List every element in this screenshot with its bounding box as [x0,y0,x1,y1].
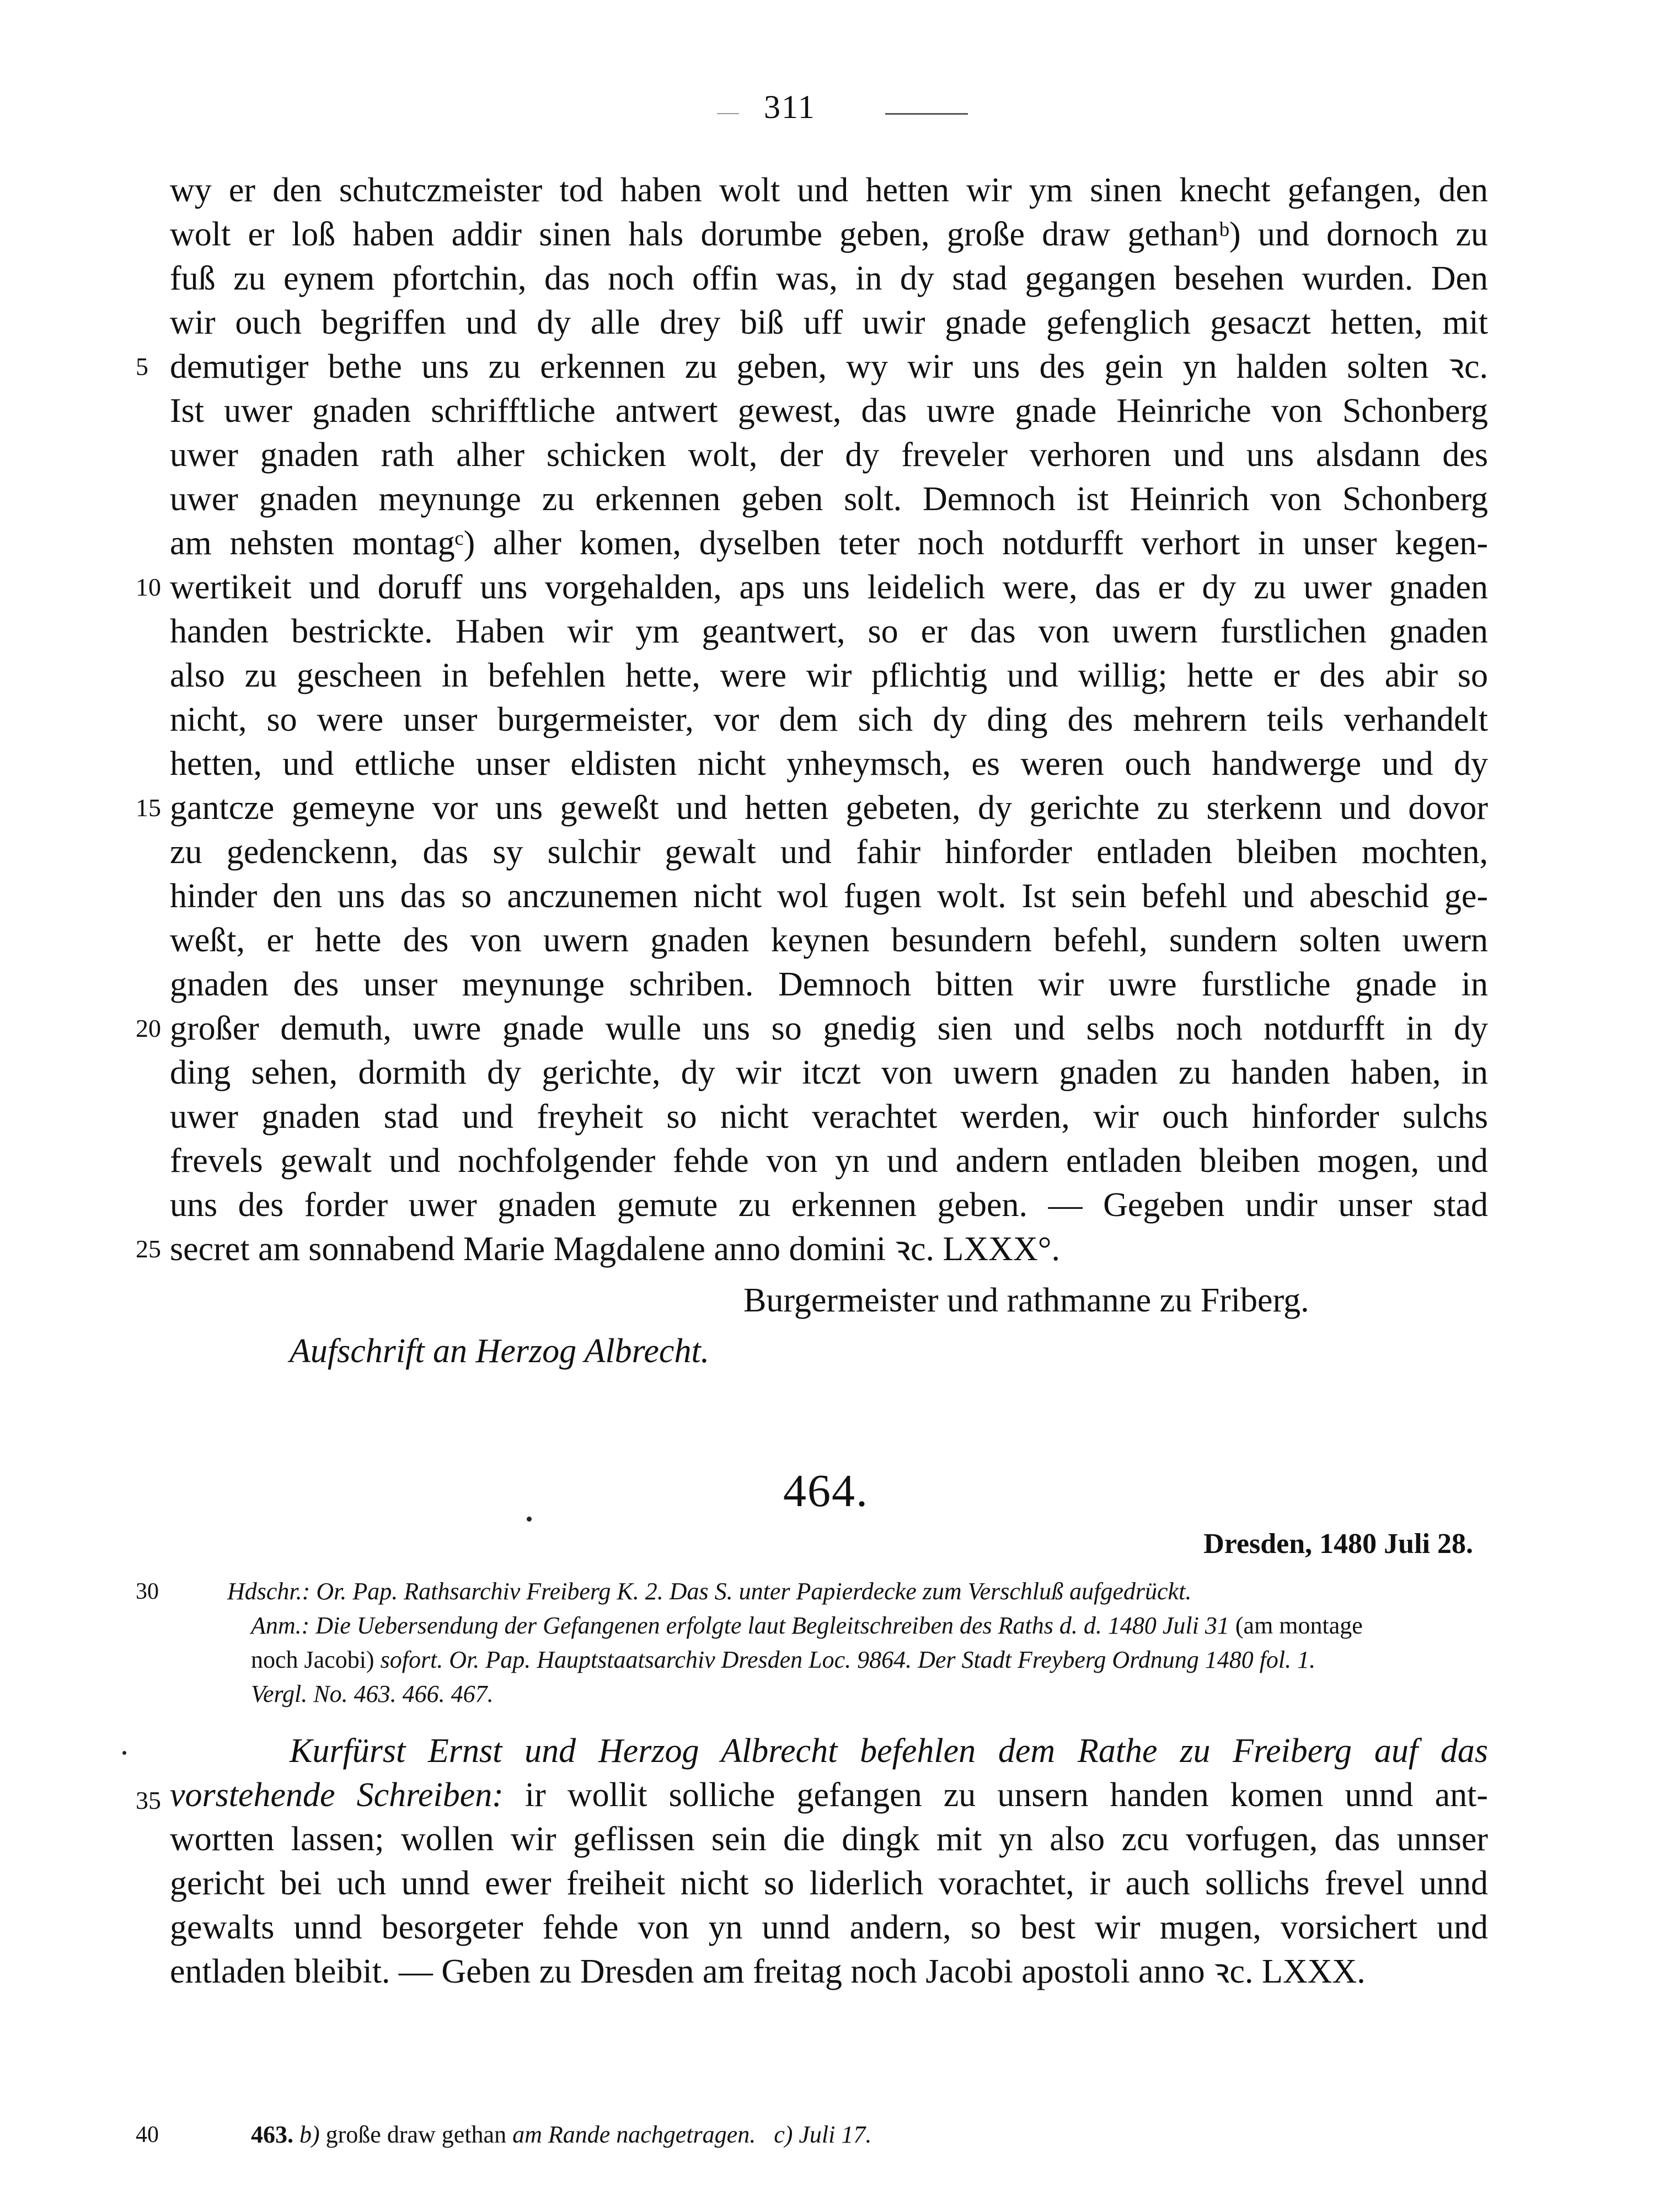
text-line: handen bestrickte. Haben wir ym geantwert, so er das von uwern furstlichen gnaden [170,613,1488,650]
manuscript-note: Hdschr.: Or. Pap. Rathsarchiv Freiberg K. 2. Das S. unter Papierdecke zum Verschluß aufgedrückt. [227,1578,1192,1605]
regest-italic: vorstehende Schreiben: [170,1776,504,1814]
text-line: uwer gnaden stad und freyheit so nicht verachtet werden, wir ouch hinforder sulchs [170,1098,1488,1136]
line-number: 25 [136,1235,161,1263]
footnote-text: große draw gethan [319,2121,507,2148]
annotation-italic: sofort. Or. Pap. Hauptstaatsarchiv Dresden Loc. 9864. Der Stadt Freyberg Ordnung 1480 fol. 1. [374,1646,1316,1673]
text-line: gantcze gemeyne vor uns geweßt und hetten gebeten, dy gerichte zu sterkenn und dovor [170,789,1488,827]
stray-dot [122,1751,126,1755]
text-line: wertikeit und doruff uns vorgehalden, aps uns leidelich were, das er dy zu uwer gnaden [170,569,1488,606]
annotation-line [251,1609,1488,1643]
text-line: entladen bleibit. — Geben zu Dresden am freitag noch Jacobi apostoli anno ꝛc. LXXX. [170,1953,1366,1990]
text-line: gericht bei uch unnd ewer freiheit nicht so liderlich vorachtet, ir auch sollichs frevel unnd [170,1865,1488,1902]
text-line: fuß zu eynem pfortchin, das noch offin was, in dy stad gegangen besehen wurden. Den [170,260,1488,297]
stray-dot [527,1517,532,1522]
text-line: Ist uwer gnaden schrifftliche antwert gewest, das uwre gnade Heinriche von Schonberg [170,392,1488,430]
text-line: wy er den schutczmeister tod haben wolt und hetten wir ym sinen knecht gefangen, den [170,172,1488,209]
text-line: zu gedenckenn, das sy sulchir gewalt und fahir hinforder entladen bleiben mochten, [170,833,1488,871]
line-number: 20 [136,1014,161,1042]
text-line: am nehsten montagᶜ) alher komen, dyselben teter noch notdurfft verhort in unser kegen- [170,524,1488,562]
line-number: 5 [136,352,148,381]
document-number: 464. [783,1465,869,1517]
footnote-label: b) [299,2121,320,2148]
dateline: Dresden, 1480 Juli 28. [1203,1528,1473,1560]
text-line: frevels gewalt und nochfolgender fehde von yn und andern entladen bleiben mogen, und [170,1142,1488,1180]
text-line: wortten lassen; wollen wir geflissen sein die dingk mit yn also zcu vorfugen, das unnser [170,1820,1488,1858]
line-number: 10 [136,573,161,601]
regest-line [170,1773,1488,1817]
text-line: gewalts unnd besorgeter fehde von yn unnd andern, so best wir mugen, vorsichert und [170,1909,1488,1946]
header-rule-left [717,113,739,114]
annotation-roman: (am montage [1229,1612,1363,1639]
text-line: demutiger bethe uns zu erkennen zu geben, wy wir uns des gein yn halden solten ꝛc. [170,348,1488,385]
text-line: uns des forder uwer gnaden gemute zu erkennen geben. — Gegeben undir unser stad [170,1186,1488,1224]
text-line: großer demuth, uwre gnade wulle uns so gnedig sien und selbs noch notdurfft in dy [170,1010,1488,1047]
text-line: ding sehen, dormith dy gerichte, dy wir itczt von uwern gnaden zu handen haben, in [170,1054,1488,1091]
text-line: wir ouch begriffen und dy alle drey biß uff uwir gnade gefenglich gesaczt hetten, mit [170,304,1488,341]
footnote-label: c) [774,2121,793,2148]
footnote-italic: Juli 17. [793,2121,872,2148]
page-number: 311 [764,89,816,125]
text-line: hinder den uns das so anczunemen nicht wol fugen wolt. Ist sein befehl und abeschid ge- [170,877,1488,915]
line-number: 40 [136,2122,159,2147]
annotation-italic: Anm.: Die Uebersendung der Gefangenen erfolgte laut Begleitschreiben des Raths d. d. 1480 Juli 31 [251,1612,1229,1639]
text-line: nicht, so were unser burgermeister, vor dem sich dy ding des mehrern teils verhandelt [170,701,1488,738]
text-line: gnaden des unser meynunge schriben. Demnoch bitten wir uwre furstliche gnade in [170,966,1488,1003]
annotation-roman: noch Jacobi) [251,1646,374,1673]
text-line: secret am sonnabend Marie Magdalene anno domini ꝛc. LXXX°. [170,1230,1061,1268]
line-number: 35 [136,1786,161,1814]
annotation-line [251,1643,1488,1677]
footnote-italic: am Rande nachgetragen. [506,2121,756,2148]
line-number: 15 [136,794,161,822]
text-line: hetten, und ettliche unser eldisten nicht ynheymsch, es weren ouch handwerge und dy [170,745,1488,783]
text-line: weßt, er hette des von uwern gnaden keynen besundern befehl, sundern solten uwern [170,922,1488,959]
line-number: 30 [136,1579,159,1604]
text-line: wolt er loß haben addir sinen hals dorumbe geben, große draw gethanᵇ) und dornoch zu [170,216,1488,253]
footnote [251,2118,871,2152]
regest-text: ir wollit solliche gefangen zu unsern handen komen unnd ant- [503,1776,1489,1814]
regest-line: Kurfürst Ernst und Herzog Albrecht befehlen dem Rathe zu Freiberg auf das [290,1732,1488,1770]
signature: Burgermeister und rathmanne zu Friberg. [743,1282,1309,1319]
footnote-ref: 463. [251,2121,293,2148]
annotation-line: Vergl. No. 463. 466. 467. [251,1680,494,1707]
addressee-note: Aufschrift an Herzog Albrecht. [290,1332,710,1370]
text-line: also zu gescheen in befehlen hette, were wir pflichtig und willig; hette er des abir so [170,657,1488,694]
text-line: uwer gnaden rath alher schicken wolt, der dy freveler verhoren und uns alsdann des [170,436,1488,474]
header-rule-right [885,113,968,115]
text-line: uwer gnaden meynunge zu erkennen geben solt. Demnoch ist Heinrich von Schonberg [170,480,1488,518]
